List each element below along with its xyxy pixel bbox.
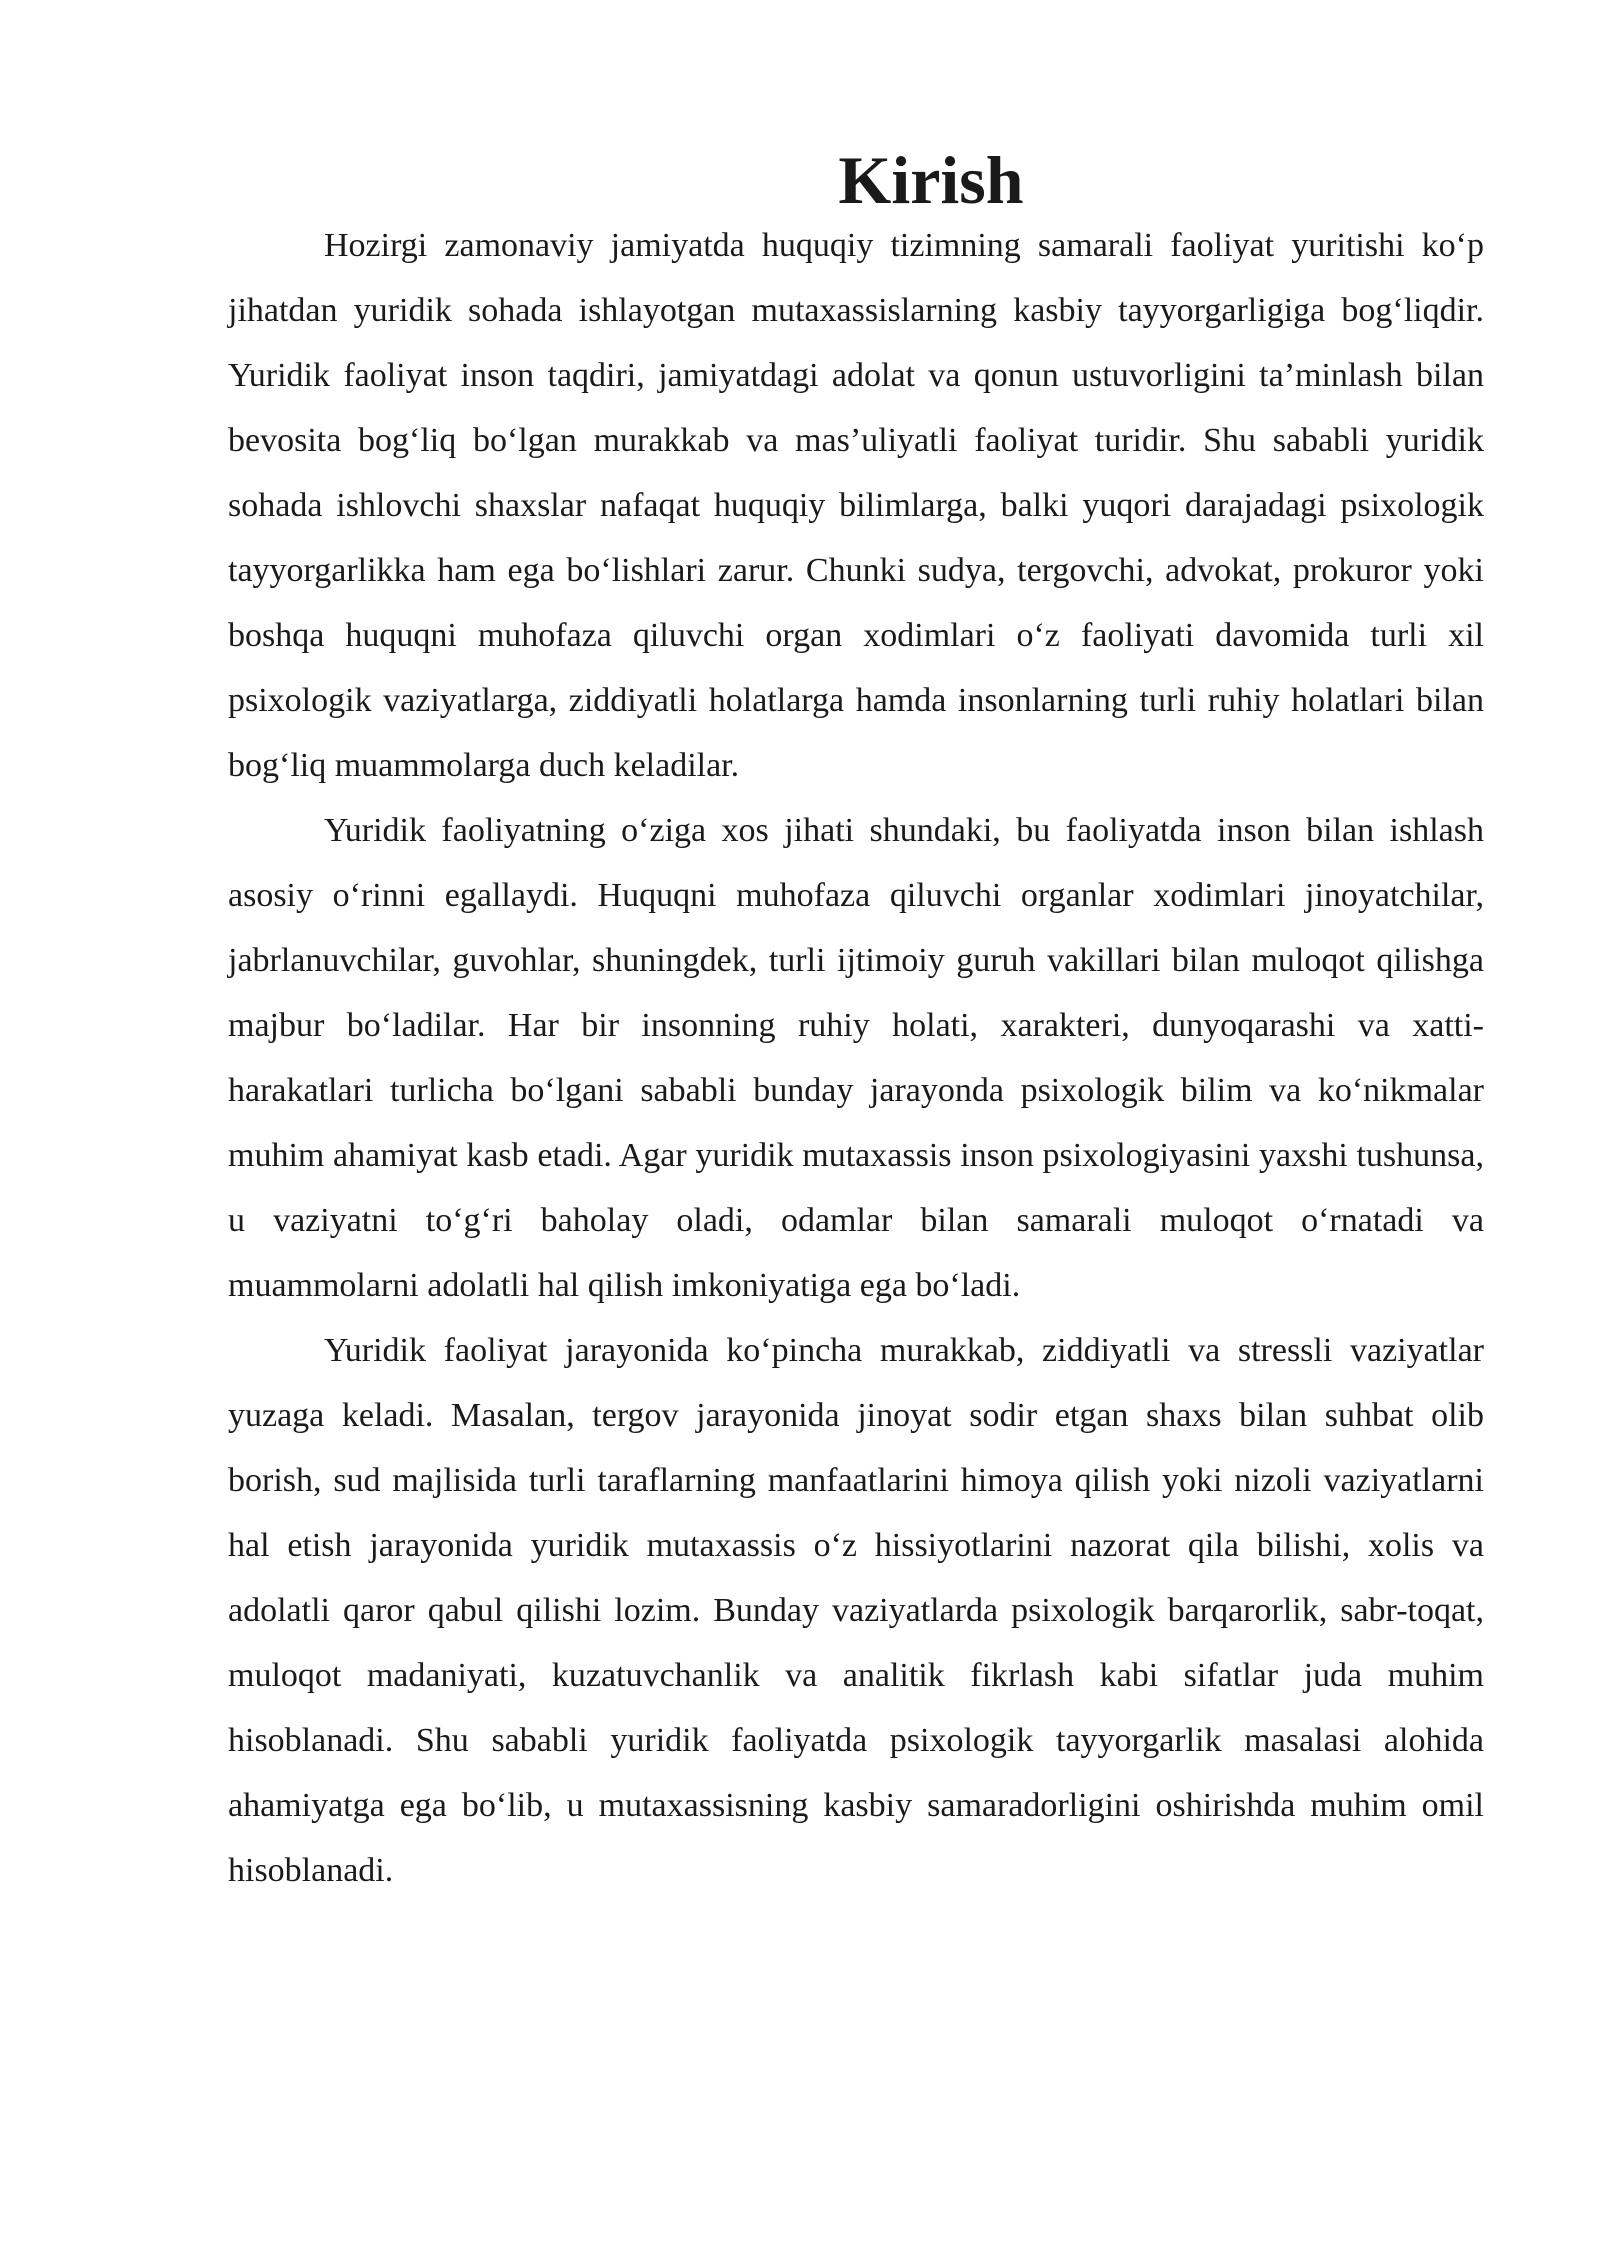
paragraph-3: Yuridik faoliyat jarayonida ko‘pincha murakkab, ziddiyatli va stressli vaziyatlar yuzaga keladi. Masalan, tergov jarayonida jinoyat sodir etgan shaxs bilan suhbat olib borish, sud majlisida turli taraflarning manfaatlarini himoya qilish yoki nizoli vaziyatlarni hal etish jarayonida yuridik mutaxassis o‘z hissiyotlarini nazorat qila bilishi, xolis va adolatli qaror qabul qilishi lozim. Bunday vaziyatlarda psixologik barqarorlik, sabr-toqat, muloqot madaniyati, kuzatuvchanlik va analitik fikrlash kabi sifatlar juda muhim hisoblanadi. Shu sababli yuridik faoliyatda psixologik tayyorgarlik masalasi alohida ahamiyatga ega bo‘lib, u mutaxassisning kasbiy samaradorligini oshirishda muhim omil hisoblanadi. <box>228 1332 1484 1889</box>
paragraph-1: Hozirgi zamonaviy jamiyatda huquqiy tizimning samarali faoliyat yuritishi ko‘p jihatdan yuridik sohada ishlayotgan mutaxassislarning kasbiy tayyorgarligiga bog‘liqdir. Yuridik faoliyat inson taqdiri, jamiyatdagi adolat va qonun ustuvorligini ta’minlash bilan bevosita bog‘liq bo‘lgan murakkab va mas’uliyatli faoliyat turidir. Shu sababli yuridik sohada ishlovchi shaxslar nafaqat huquqiy bilimlarga, balki yuqori darajadagi psixologik tayyorgarlikka ham ega bo‘lishlari zarur. Chunki sudya, tergovchi, advokat, prokuror yoki boshqa huquqni muhofaza qiluvchi organ xodimlari o‘z faoliyati davomida turli xil psixologik vaziyatlarga, ziddiyatli holatlarga hamda insonlarning turli ruhiy holatlari bilan bog‘liq muammolarga duch keladilar. <box>228 227 1484 784</box>
document-title: Kirish <box>838 142 1024 218</box>
paragraph-2: Yuridik faoliyatning o‘ziga xos jihati shundaki, bu faoliyatda inson bilan ishlash asosiy o‘rinni egallaydi. Huquqni muhofaza qiluvchi organlar xodimlari jinoyatchilar, jabrlanuvchilar, guvohlar, shuningdek, turli ijtimoiy guruh vakillari bilan muloqot qilishga majbur bo‘ladilar. Har bir insonning ruhiy holati, xarakteri, dunyoqarashi va xatti-harakatlari turlicha bo‘lgani sababli bunday jarayonda psixologik bilim va ko‘nikmalar muhim ahamiyat kasb etadi. Agar yuridik mutaxassis inson psixologiyasini yaxshi tushunsa, u vaziyatni to‘g‘ri baholay oladi, odamlar bilan samarali muloqot o‘rnatadi va muammolarni adolatli hal qilish imkoniyatiga ega bo‘ladi. <box>228 812 1484 1304</box>
document-page <box>228 142 1484 1903</box>
